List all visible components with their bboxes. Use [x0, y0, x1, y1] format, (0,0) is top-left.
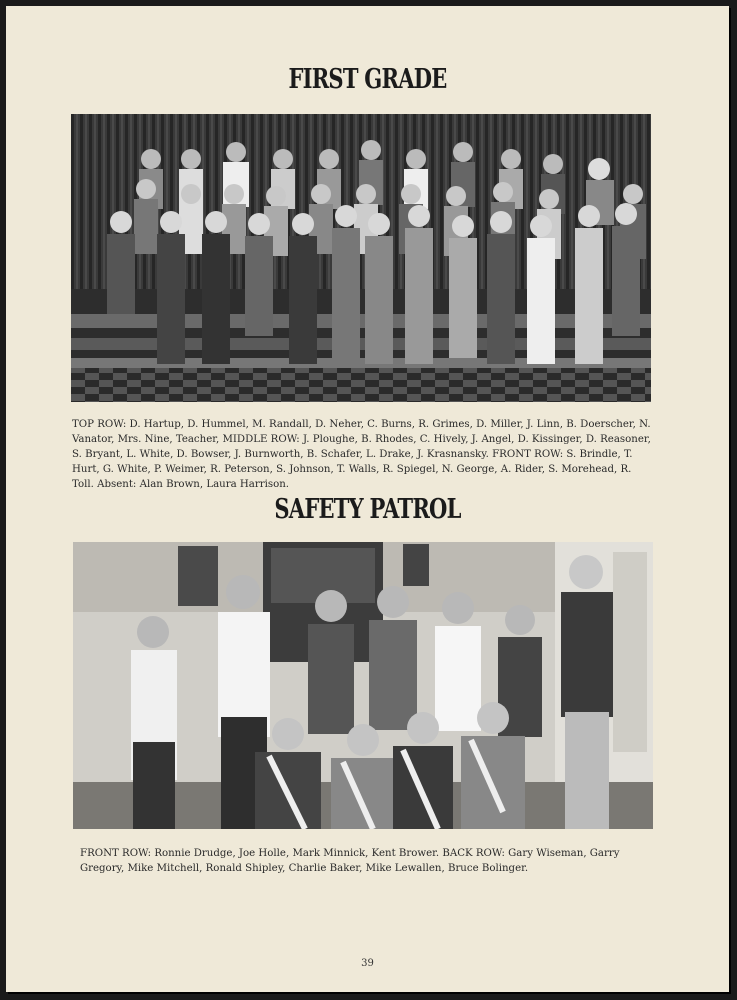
- safety-patrol-photo: [73, 542, 653, 829]
- safety-patrol-photo-image: [73, 542, 653, 829]
- yearbook-page: [6, 6, 729, 992]
- first-grade-title: FIRST GRADE: [288, 64, 447, 95]
- first-grade-photo-image: [71, 114, 651, 402]
- first-grade-caption: TOP ROW: D. Hartup, D. Hummel, M. Randall, D. Neher, C. Burns, R. Grimes, D. Miller, J. Linn, B. Doerscher, N. Vanator, Mrs. Nine, Teacher, MIDDLE ROW: J. Ploughe, B. Rhodes, C. Hively, J. Angel, D. Kissinger, D. Reasoner, S. Bryant, L. White, D. Bowser, J. Burnworth, B. Schafer, L. Drake, J. Krasnansky. FRONT ROW: S. Brindle, T. Hurt, G. White, P. Weimer, R. Peterson, S. Johnson, T. Walls, R. Spiegel, N. George, A. Rider, S. Morehead, R. Toll. Absent: Alan Brown, Laura Harrison.: [72, 419, 651, 490]
- safety-patrol-caption: FRONT ROW: Ronnie Drudge, Joe Holle, Mark Minnick, Kent Brower. BACK ROW: Gary Wiseman, Garry Gregory, Mike Mitchell, Ronald Shipley, Charlie Baker, Mike Lewallen, Bruce Bolinger.: [80, 848, 620, 874]
- first-grade-photo: [71, 114, 651, 402]
- safety-patrol-title: SAFETY PATROL: [274, 494, 461, 525]
- page-number: 39: [361, 958, 374, 969]
